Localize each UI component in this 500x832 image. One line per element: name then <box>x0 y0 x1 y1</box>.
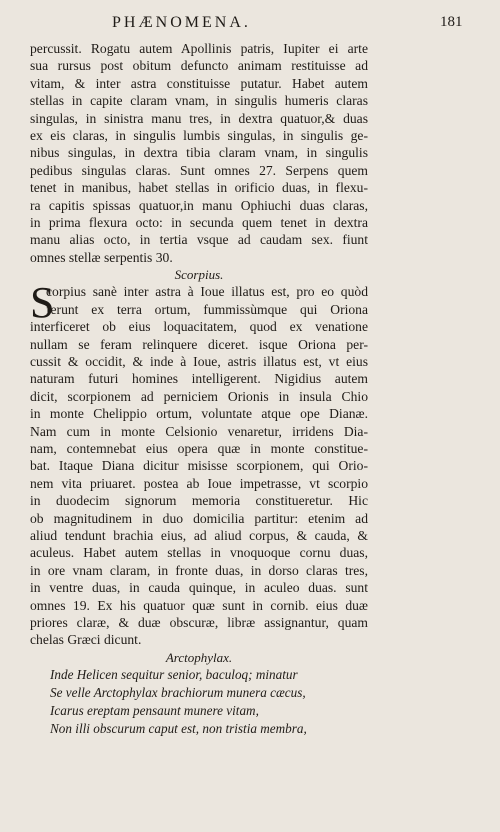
text-line: corpius sanè inter astra à Ioue illatus est, pro eo quòd <box>46 284 368 300</box>
text-line: dicit, scorpionem ad perniciem Orionis in insula Chio <box>30 388 368 404</box>
text-line: stellas in capite claram vnam, in singulis humeris claras <box>30 93 368 109</box>
text-line: nam, contemnebat eius opera quæ in monte constitue- <box>30 440 368 456</box>
text-line: aculeus. Habet autem stellas in vnoquoque cornu duas, <box>30 545 368 561</box>
verse-block <box>30 666 368 738</box>
text-line: priores claræ, & duæ obscuræ, libræ assignantur, quam <box>30 615 368 630</box>
text-line: in ore vnam claram, in fronte duas, in dorso claras tres, <box>30 562 368 578</box>
verse-line: Non illi obscurum caput est, non tristia membra, <box>50 720 307 736</box>
drop-cap: S <box>30 278 55 328</box>
text-line: aliud tendunt brachia eius, ad aliud corpus, & cauda, & <box>30 527 368 543</box>
text-line: vitam, & inter astra constituisse putatur. Habet autem <box>30 75 368 91</box>
text-line: pedibus singulas claras. Sunt omnes 27. Serpens quem <box>30 162 368 178</box>
text-line: bat. Itaque Diana dicitur misisse scorpionem, qui Orio- <box>30 458 368 474</box>
text-line: omnes stellæ serpentis 30. <box>30 249 173 265</box>
text-line: percussit. Rogatu autem Apollinis patris, Iupiter ei arte <box>30 41 368 56</box>
section-heading-scorpius: Scorpius. <box>174 267 224 283</box>
page-number: 181 <box>440 14 463 30</box>
text-line: omnes 19. Ex his quatuor quæ sunt in cornib. eius duæ <box>30 597 368 613</box>
text-line: sua rursus post obitum defuncto animam restituisse ad <box>30 58 368 74</box>
text-line: interficeret ob eius loquacitatem, quod ex venatione <box>30 319 368 335</box>
running-title: PHÆNOMENA. <box>112 14 251 31</box>
text-line: tenet in manibus, habet stellas in orificio duas, in flexu- <box>30 180 368 196</box>
paragraph-scorpius <box>30 278 368 649</box>
text-line: nullam se feram relinquere diceret. isque Oriona per- <box>30 336 368 352</box>
text-line: ra capitis spissas quatuor,in manu Ophiuchi duas claras, <box>30 197 368 213</box>
section-heading-arctophylax: Arctophylax. <box>165 649 233 665</box>
verse-line: Icarus ereptam pensaunt munere vitam, <box>50 702 259 718</box>
text-line: chelas Græci dicunt. <box>30 632 142 648</box>
text-line: manu alias octo, in tertia vsque ad caudam sex. fiunt <box>30 232 368 248</box>
text-line: ferunt ex terra ortum, fummissùmque qui Oriona <box>46 301 368 317</box>
page-header <box>0 14 500 38</box>
text-line: ex eis claras, in singulis lumbis singulas, in singulis ge- <box>30 128 368 144</box>
body-text <box>30 40 368 738</box>
text-line: in prima flexura octo: in secunda quem tenet in dextra <box>30 215 368 231</box>
text-line: ob magnitudinem in duo domicilia partitur: etenim ad <box>30 510 368 526</box>
text-line: naturam futuri homines intelligerent. Nigidius autem <box>30 371 368 387</box>
verse-line: Se velle Arctophylax brachiorum munera cæcus, <box>50 684 306 700</box>
text-line: cussit & occidit, & inde à Ioue, astris illatus est, vt eius <box>30 353 368 369</box>
paragraph-ophiuchus <box>30 40 368 266</box>
verse-line: Inde Helicen sequitur senior, baculoq; minatur <box>50 666 298 682</box>
text-line: singulas, in sinistra manu tres, in dextra quatuor,& duas <box>30 110 368 126</box>
text-line: in monte Chelippio ortum, voluntate atque ope Dianæ. <box>30 406 368 422</box>
text-line: in ventre duas, in cauda quinque, in aculeo duas. sunt <box>30 580 368 596</box>
text-line: Nam cum in monte Celsionio venaretur, irridens Dia- <box>30 423 368 439</box>
text-line: nem vita priuaret. postea ab Ioue impetrasse, vt scorpio <box>30 475 368 491</box>
text-line: nibus singulas, in dextra tibia claram vnam, in singulis <box>30 145 368 161</box>
text-line: in duodecim signorum memoria constitueretur. Hic <box>30 493 368 509</box>
